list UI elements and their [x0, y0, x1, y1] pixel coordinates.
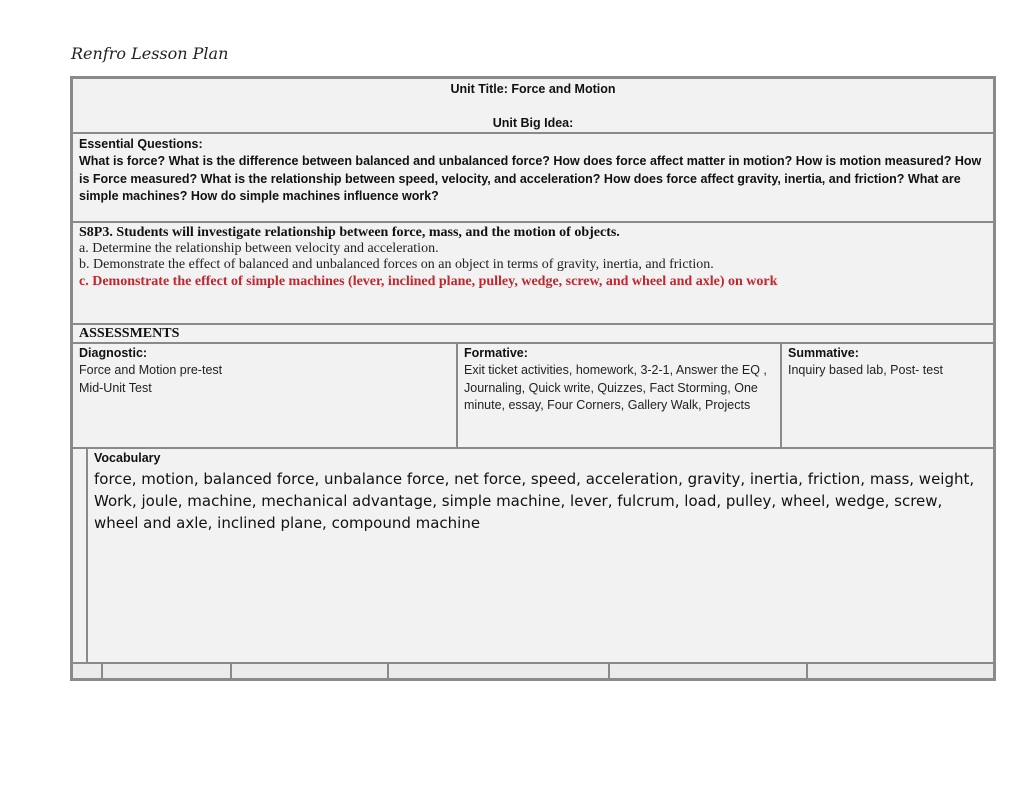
essential-questions-heading: Essential Questions:	[79, 137, 203, 151]
standard-item-a: a. Determine the relationship between velocity and acceleration.	[79, 241, 439, 256]
standard-heading: S8P3. Students will investigate relationship between force, mass, and the motion of objects.	[79, 225, 620, 240]
unit-title: Unit Title: Force and Motion	[450, 82, 616, 96]
diagnostic-line: Mid-Unit Test	[79, 380, 152, 395]
assessments-heading-cell	[72, 324, 994, 343]
vocabulary-text: force, motion, balanced force, unbalance force, net force, speed, acceleration, gravity, inertia, friction, mass, weight, Work, joule, machine, mechanical advantage, simple machine, lever, fulcrum, load, pulley, wheel, wedge, screw, wheel and axle, inclined plane, compound machine	[94, 470, 975, 532]
footer-cell	[102, 663, 231, 679]
lesson-plan-table	[70, 76, 996, 681]
summative-cell	[781, 343, 994, 448]
diagnostic-line: Force and Motion pre-test	[79, 363, 223, 377]
unit-big-idea: Unit Big Idea:	[492, 116, 574, 130]
diagnostic-cell	[72, 343, 457, 448]
formative-cell	[457, 343, 781, 448]
diagnostic-label: Diagnostic:	[79, 346, 148, 360]
standard-cell	[72, 222, 994, 324]
unit-cell	[72, 78, 994, 133]
footer-cell	[231, 663, 388, 679]
essential-questions-text: What is force? What is the difference between balanced and unbalanced force? How does force affect matter in motion? How is motion measured? How is Force measured? What is the relationship between speed, velocity, and acceleration? How does force affect gravity, inertia, and friction? What are simple machines? How do simple machines influence work?	[79, 154, 982, 203]
vocabulary-cell	[87, 448, 994, 663]
standard-item-b: b. Demonstrate the effect of balanced and unbalanced forces on an object in terms of gravity, inertia, and friction.	[79, 257, 714, 272]
footer-cell	[807, 663, 994, 679]
assessments-heading: ASSESSMENTS	[79, 326, 180, 341]
formative-text: Exit ticket activities, homework, 3-2-1, Answer the EQ , Journaling, Quick write, Quizzes, Fact Storming, One minute, essay, Four Corners, Gallery Walk, Projects	[464, 363, 767, 412]
footer-cell	[609, 663, 807, 679]
standard-item-c: c. Demonstrate the effect of simple machines (lever, inclined plane, pulley, wedge, screw, and wheel and axle) on work	[79, 274, 778, 289]
page-title: Renfro Lesson Plan	[71, 44, 229, 63]
vocabulary-gutter	[72, 448, 87, 663]
footer-cell	[388, 663, 609, 679]
summative-label: Summative:	[788, 346, 859, 360]
summative-text: Inquiry based lab, Post- test	[788, 363, 943, 377]
footer-row	[72, 663, 994, 679]
footer-cell	[72, 663, 102, 679]
vocabulary-label: Vocabulary	[94, 451, 161, 465]
formative-label: Formative:	[464, 346, 528, 360]
essential-questions-cell	[72, 133, 994, 222]
